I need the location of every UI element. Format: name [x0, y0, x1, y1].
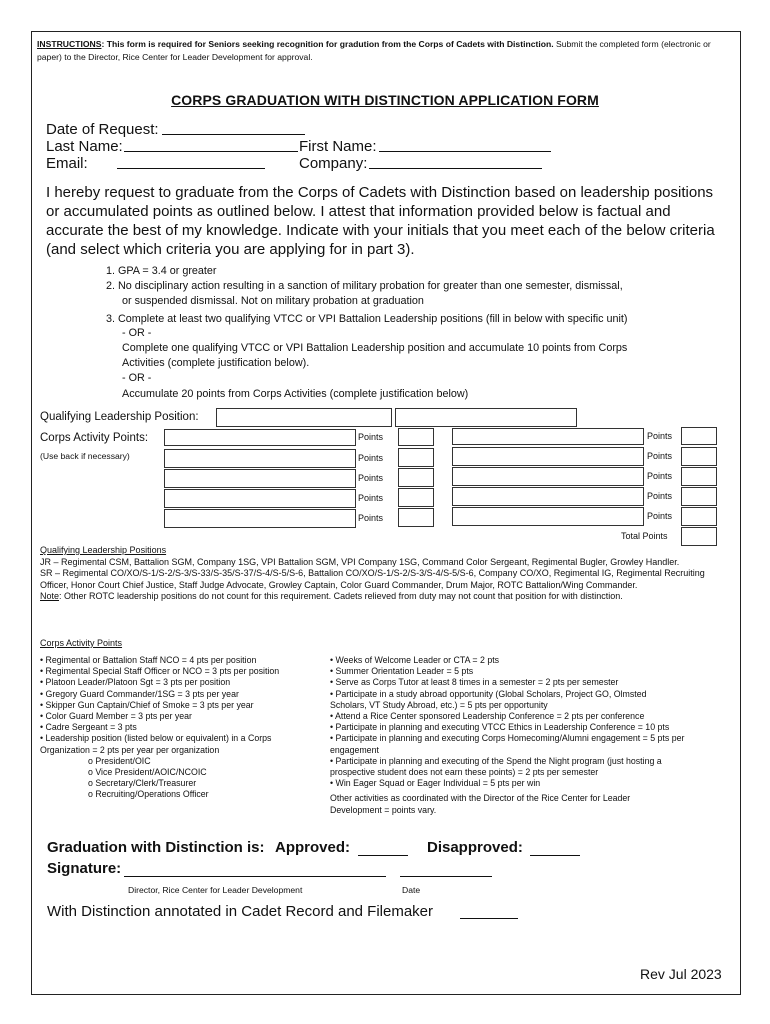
total-points-input[interactable]: [681, 527, 717, 546]
annotated-line[interactable]: [460, 918, 518, 919]
activity-item: • Participate in planning and executing of the Spend the Night program (just hosting a: [330, 755, 662, 766]
signature-line[interactable]: [124, 876, 386, 877]
email-line[interactable]: [117, 168, 265, 169]
criterion-3-line-4: Accumulate 20 points from Corps Activities (complete justification below): [122, 388, 469, 400]
instructions-bold-text: : This form is required for Seniors seeking recognition for gradution from the Corps of Cadets with Distinction.: [101, 39, 554, 49]
qualifying-positions-section: [40, 545, 720, 603]
points-label: Points: [358, 473, 384, 483]
sr-positions: SR – Regimental CO/XO/S-1/S-2/S-3/S-33/S-35/S-37/S-4/S-5/S-6, Battalion CO/XO/S-1/S-2/S-3/S-4/S-5/S-6, Company CO/XO, Regimental IG, Regimental Recruiting Officer, Honor Court Chief Justice, Staff Judge Advocate, Growley Captain, Color Guard Commander, Drum Major, ROTC Battalion/Wing Commander.: [40, 568, 705, 590]
other-activities-line-1: Other activities as coordinated with the Director of the Rice Center for Leader: [330, 793, 631, 804]
disapproved-label: Disapproved:: [427, 839, 523, 856]
qualifying-position-input-1[interactable]: [216, 408, 392, 427]
points-input-left-2[interactable]: [398, 448, 434, 467]
activity-input-right-4[interactable]: [452, 487, 644, 506]
points-label: Points: [647, 451, 673, 461]
criterion-3-or-2: - OR -: [122, 372, 152, 384]
points-input-right-1[interactable]: [681, 427, 717, 445]
graduation-distinction-label: Graduation with Distinction is:: [47, 839, 265, 856]
activity-item: • Regimental or Battalion Staff NCO = 4 pts per position: [40, 655, 257, 665]
jr-positions: JR – Regimental CSM, Battalion SGM, Company 1SG, VPI Battalion SGM, VPI Company 1SG, Command Color Sergeant, Regimental Bugler, Growley Handler.: [40, 556, 680, 567]
revision-label: Rev Jul 2023: [640, 966, 722, 982]
activity-item: prospective student does not earn these points) = 2 pts per semester: [330, 767, 599, 778]
date-caption: Date: [402, 885, 421, 895]
corps-activity-heading: Corps Activity Points: [40, 638, 123, 648]
email-label: Email:: [46, 155, 88, 172]
activity-input-right-3[interactable]: [452, 467, 644, 486]
points-input-left-1[interactable]: [398, 428, 434, 446]
activity-input-right-5[interactable]: [452, 507, 644, 526]
activity-input-left-5[interactable]: [164, 509, 356, 528]
activity-item: • Cadre Sergeant = 3 pts: [40, 722, 137, 733]
activity-item: • Platoon Leader/Platoon Sgt = 3 pts per position: [40, 677, 231, 688]
activity-input-right-1[interactable]: [452, 428, 644, 445]
points-label: Points: [358, 513, 384, 523]
activity-item: • Regimental Special Staff Officer or NCO = 3 pts per position: [40, 666, 280, 677]
approved-line[interactable]: [358, 855, 408, 856]
activity-input-left-3[interactable]: [164, 469, 356, 488]
company-line[interactable]: [369, 168, 542, 169]
activity-item: • Participate in planning and executing Corps Homecoming/Alumni engagement = 5 pts per: [330, 733, 685, 744]
qualifying-positions-heading: Qualifying Leadership Positions: [40, 545, 167, 555]
activity-item: engagement: [330, 744, 379, 755]
activity-item: • Attend a Rice Center sponsored Leadership Conference = 2 pts per conference: [330, 711, 645, 722]
points-label: Points: [647, 491, 673, 501]
activity-item: • Participate in a study abroad opportunity (Global Scholars, Project GO, Olmsted: [330, 688, 647, 699]
signature-label: Signature:: [47, 860, 122, 877]
disapproved-line[interactable]: [530, 855, 580, 856]
director-caption: Director, Rice Center for Leader Development: [128, 885, 303, 895]
activity-points-left-column: [40, 655, 279, 801]
activity-input-left-1[interactable]: [164, 429, 356, 446]
activity-points-right-column: [330, 655, 684, 816]
points-input-left-5[interactable]: [398, 508, 434, 527]
points-label: Points: [358, 453, 384, 463]
other-activities-line-2: Development = points vary.: [330, 804, 437, 815]
points-input-right-3[interactable]: [681, 467, 717, 486]
instructions: [37, 38, 737, 63]
activity-subitem: o Recruiting/Operations Officer: [88, 789, 209, 800]
points-input-right-2[interactable]: [681, 447, 717, 466]
first-name-line[interactable]: [379, 151, 551, 152]
qualifying-position-label: Qualifying Leadership Position:: [40, 411, 199, 423]
activity-subitem: o Vice President/AOIC/NCOIC: [88, 767, 207, 778]
criterion-1: 1. GPA = 3.4 or greater: [106, 265, 217, 277]
activity-item: • Skipper Gun Captain/Chief of Smoke = 3 pts per year: [40, 699, 254, 710]
activity-item: • Participate in planning and executing VTCC Ethics in Leadership Conference = 10 pts: [330, 722, 670, 733]
activity-item: • Summer Orientation Leader = 5 pts: [330, 666, 474, 677]
positions-note: [40, 591, 720, 603]
points-input-right-4[interactable]: [681, 487, 717, 506]
activity-item: Organization = 2 pts per year per organization: [40, 744, 220, 755]
annotated-label: With Distinction annotated in Cadet Record and Filemaker: [47, 903, 434, 920]
activity-input-left-4[interactable]: [164, 489, 356, 508]
activity-input-right-2[interactable]: [452, 447, 644, 466]
activity-item: • Weeks of Welcome Leader or CTA = 2 pts: [330, 655, 500, 665]
date-of-request-line[interactable]: [162, 134, 305, 135]
instructions-label: INSTRUCTIONS: [37, 39, 102, 49]
activity-input-left-2[interactable]: [164, 449, 356, 468]
instructions-plain-text: Submit the completed form (electronic or paper) to the Director, Rice Center for Leader Development for approval.: [37, 39, 711, 62]
company-label: Company:: [299, 155, 368, 172]
note-label: Note: [40, 591, 60, 601]
criterion-3-line-3: Activities (complete justification below).: [122, 357, 310, 369]
activity-item: • Color Guard Member = 3 pts per year: [40, 711, 192, 722]
criterion-2-line-2: or suspended dismissal. Not on military probation at graduation: [122, 295, 424, 307]
activity-subitem: o Secretary/Clerk/Treasurer: [88, 778, 197, 789]
points-label: Points: [647, 511, 673, 521]
use-back-note: (Use back if necessary): [40, 451, 130, 461]
activity-item: • Leadership position (listed below or equivalent) in a Corps: [40, 733, 272, 744]
date-of-request-label: Date of Request:: [46, 121, 159, 138]
points-label: Points: [647, 471, 673, 481]
corps-activity-points-label: Corps Activity Points:: [40, 432, 149, 444]
attestation-paragraph: I hereby request to graduate from the Corps of Cadets with Distinction based on leadership positions or accumulated points as outlined below. I attest that information provided below is factual and accurate the best of my knowledge. Indicate with your initials that you meet each of the below criteria (and select which criteria you are applying for in part 3).: [46, 184, 715, 258]
activity-subitem: o President/OIC: [88, 755, 151, 766]
last-name-label: Last Name:: [46, 138, 123, 155]
criterion-3-line-2: Complete one qualifying VTCC or VPI Battalion Leadership position and accumulate 10 points from Corps: [122, 342, 628, 354]
total-points-label: Total Points: [621, 531, 668, 541]
approved-label: Approved:: [275, 839, 350, 856]
date-line[interactable]: [400, 876, 492, 877]
last-name-line[interactable]: [124, 151, 298, 152]
points-input-left-3[interactable]: [398, 468, 434, 487]
activity-item: • Serve as Corps Tutor at least 8 times in a semester = 2 pts per semester: [330, 677, 619, 688]
activity-item: Scholars, VT Study Abroad, etc.) = 5 pts per opportunity: [330, 699, 548, 710]
form-title: CORPS GRADUATION WITH DISTINCTION APPLICATION FORM: [171, 92, 599, 108]
points-label: Points: [358, 493, 384, 503]
activity-item: • Gregory Guard Commander/1SG = 3 pts per year: [40, 688, 239, 699]
qualifying-position-input-2[interactable]: [395, 408, 577, 427]
note-text: : Other ROTC leadership positions do not count for this requirement. Cadets relieved from duty may not count that position for with distinction.: [59, 591, 623, 601]
activity-item: • Win Eager Squad or Eager Individual = 5 pts per win: [330, 778, 541, 789]
points-label: Points: [647, 431, 673, 441]
criterion-3-or-1: - OR -: [122, 327, 152, 339]
criterion-3-line-1: 3. Complete at least two qualifying VTCC or VPI Battalion Leadership positions (fill in below with specific unit): [106, 313, 628, 325]
criterion-2-line-1: 2. No disciplinary action resulting in a sanction of military probation for greater than one semester, dismissal,: [106, 280, 623, 292]
points-label: Points: [358, 432, 384, 442]
points-input-right-5[interactable]: [681, 507, 717, 526]
first-name-label: First Name:: [299, 138, 377, 155]
points-input-left-4[interactable]: [398, 488, 434, 507]
